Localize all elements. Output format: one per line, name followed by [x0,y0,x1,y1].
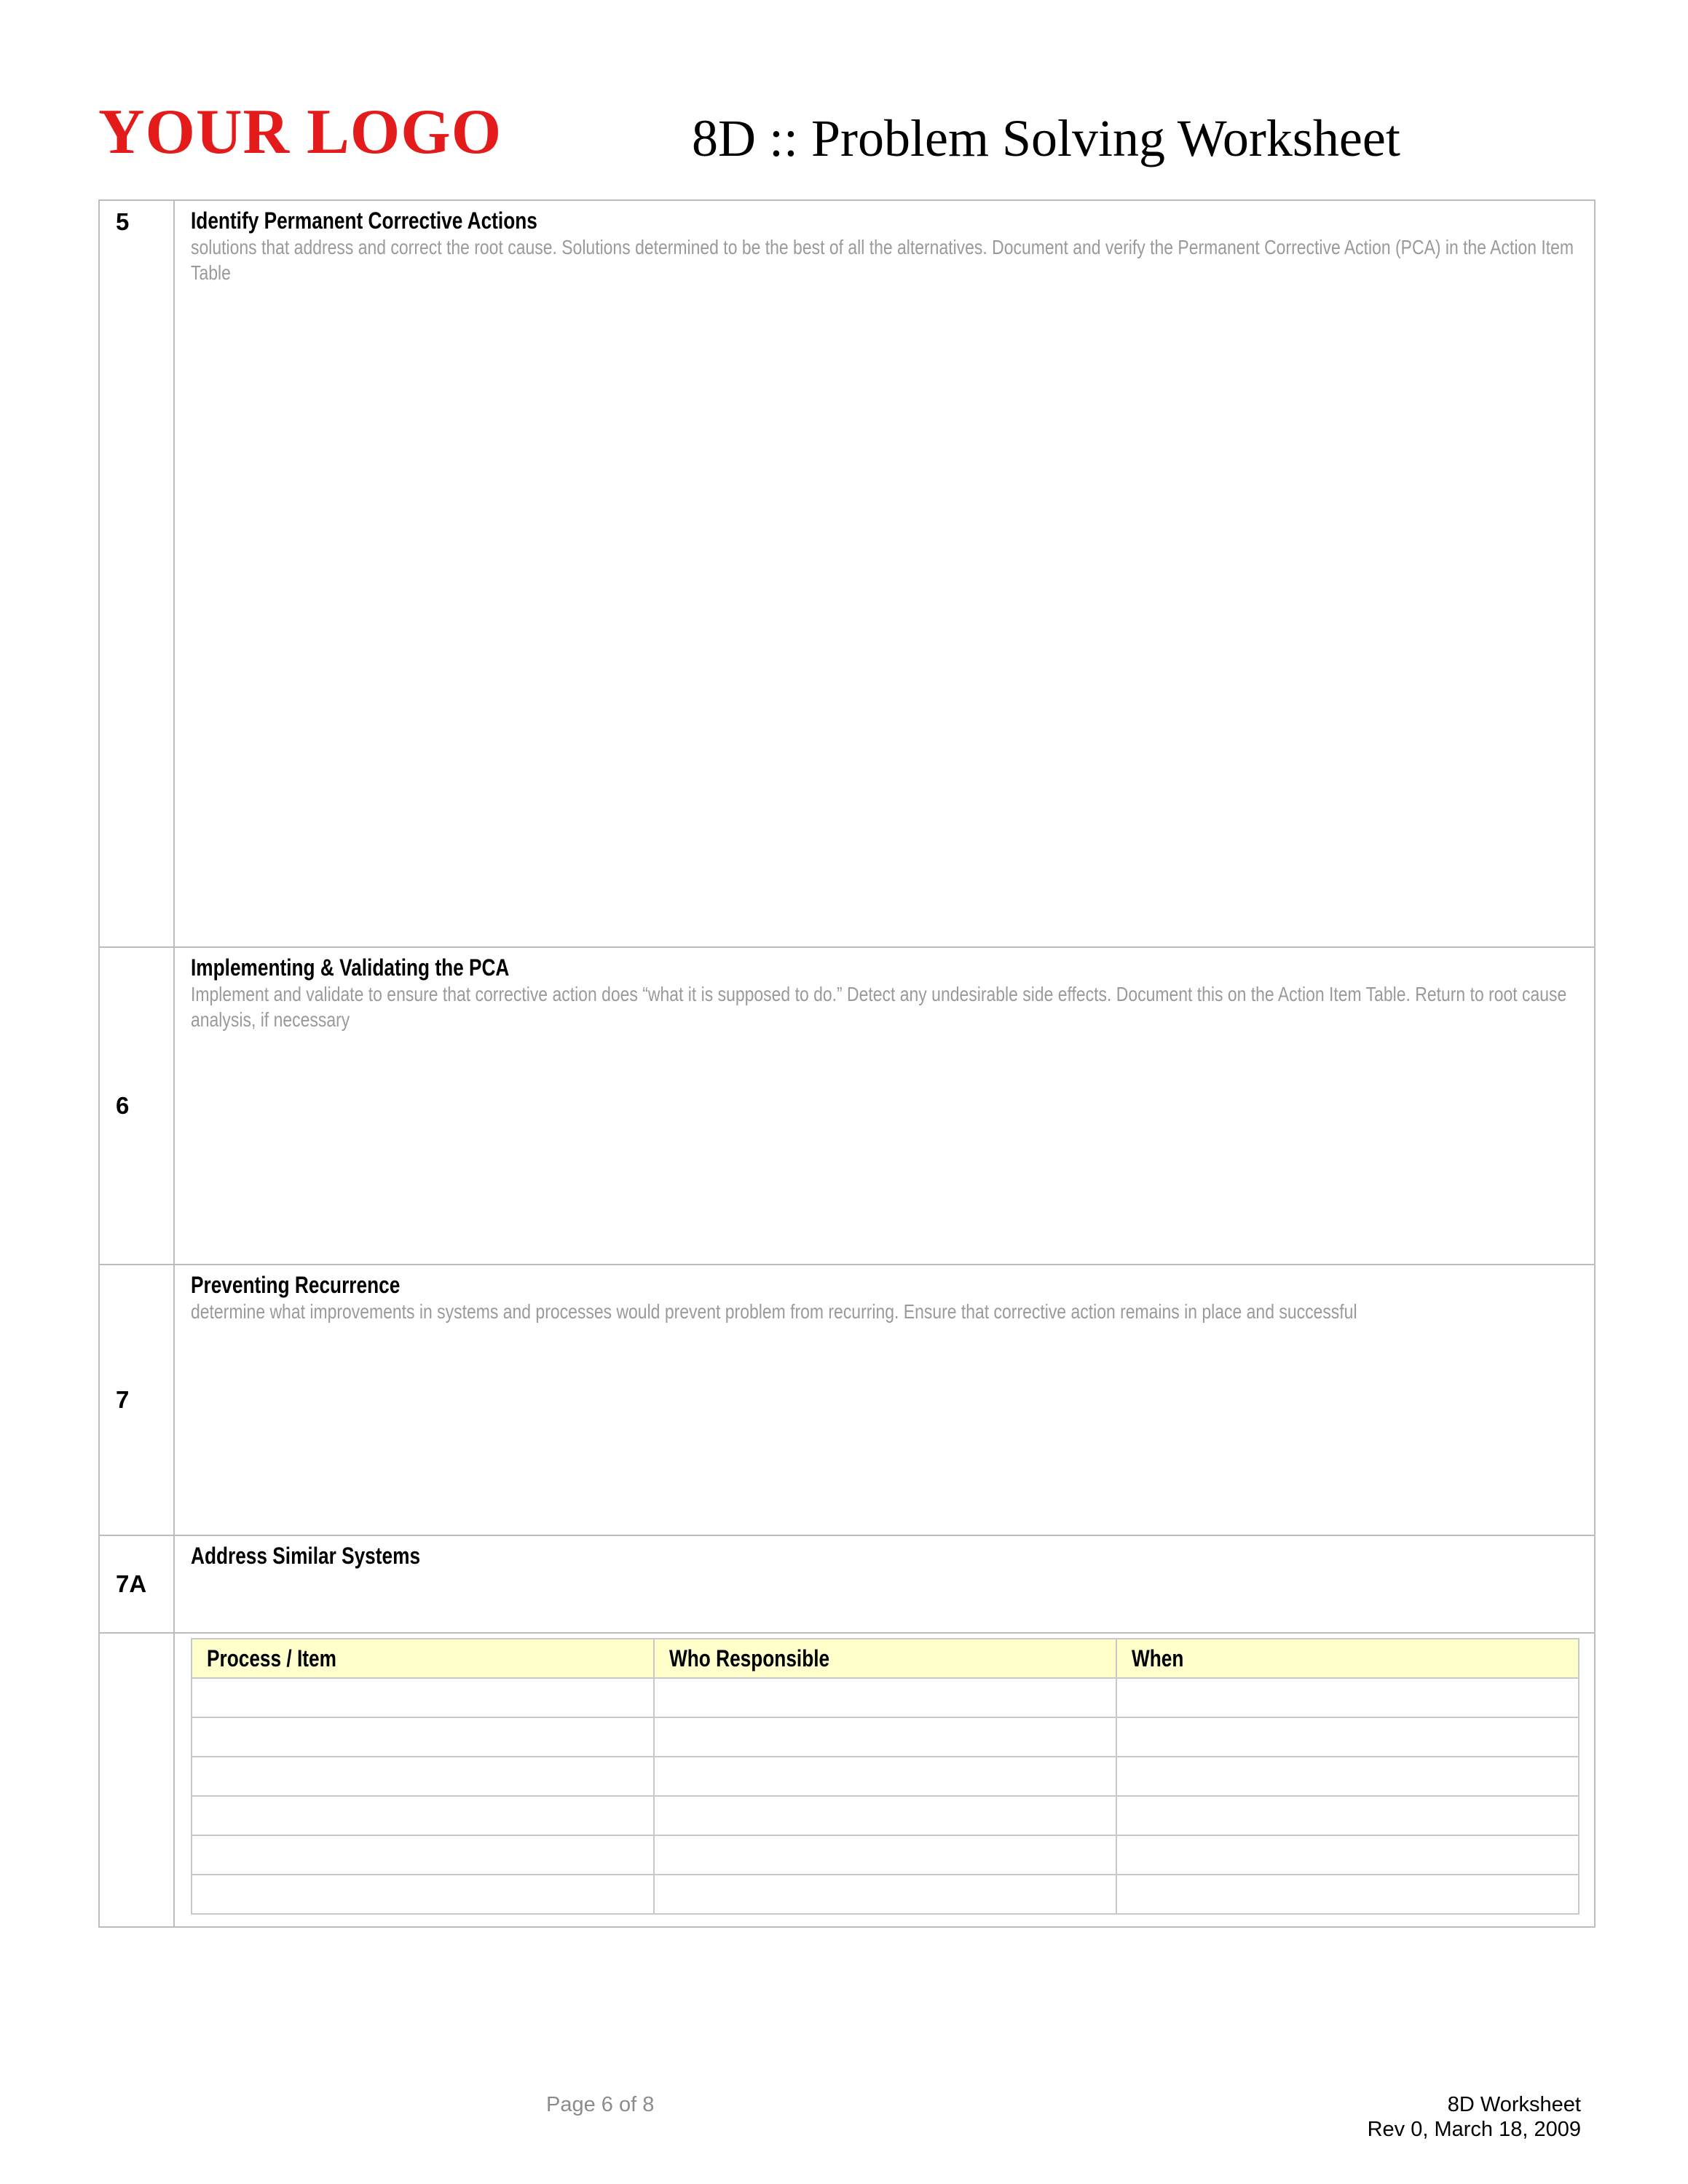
section-title: Implementing & Validating the PCA [191,954,510,981]
table-row [192,1678,1579,1717]
table-cell[interactable] [654,1757,1116,1796]
table-cell[interactable] [654,1717,1116,1757]
action-table-row [99,1633,1595,1927]
column-header-when: When [1116,1639,1579,1678]
section-number: 7A [99,1535,174,1633]
table-cell[interactable] [1116,1875,1579,1914]
table-cell[interactable] [192,1796,654,1835]
section-number: 7 [99,1265,174,1535]
column-header-process-item: Process / Item [192,1639,654,1678]
table-cell[interactable] [192,1835,654,1875]
section-body[interactable] [174,200,1595,947]
empty-number-cell [99,1633,174,1927]
page-title: 8D :: Problem Solving Worksheet [692,109,1400,167]
document-revision: Rev 0, March 18, 2009 [1367,2118,1581,2141]
table-cell[interactable] [1116,1717,1579,1757]
section-description: determine what improvements in systems and processes would prevent problem from recurring. Ensure that corrective action remains in place and successful [191,1300,1357,1323]
document-info [1368,2092,1581,2142]
column-header-who-responsible: Who Responsible [654,1639,1116,1678]
section-row [99,947,1595,1265]
table-cell[interactable] [192,1875,654,1914]
table-cell[interactable] [654,1835,1116,1875]
table-cell[interactable] [654,1678,1116,1717]
table-cell[interactable] [1116,1757,1579,1796]
table-cell[interactable] [192,1717,654,1757]
section-title: Identify Permanent Corrective Actions [191,207,537,234]
section-body[interactable] [174,1265,1595,1535]
section-row [99,200,1595,947]
section-description: Implement and validate to ensure that corrective action does “what it is supposed to do.” Detect any undesirable side effects. Document this on the Action Item Table. Return to root cause analysis, if necessary [191,983,1567,1031]
section-row [99,1535,1595,1633]
table-row [192,1717,1579,1757]
action-item-table [191,1638,1579,1915]
table-cell[interactable] [654,1875,1116,1914]
table-row [192,1757,1579,1796]
table-cell[interactable] [654,1796,1116,1835]
table-cell[interactable] [1116,1835,1579,1875]
table-row [192,1796,1579,1835]
section-title: Preventing Recurrence [191,1272,401,1298]
section-body[interactable] [174,1535,1595,1633]
action-table-container [174,1633,1595,1927]
table-cell[interactable] [1116,1796,1579,1835]
page-number: Page 6 of 8 [546,2093,655,2116]
document-name: 8D Worksheet [1447,2093,1581,2116]
section-body[interactable] [174,947,1595,1265]
table-row [192,1835,1579,1875]
table-cell[interactable] [192,1678,654,1717]
logo: YOUR LOGO [98,97,502,167]
table-cell[interactable] [1116,1678,1579,1717]
section-description: solutions that address and correct the root cause. Solutions determined to be the best of all the alternatives. Document and verify the Permanent Corrective Action (PCA) in the Action Item Table [191,236,1574,284]
section-number: 5 [99,200,174,947]
table-row [192,1875,1579,1914]
section-row [99,1265,1595,1535]
section-number: 6 [99,947,174,1265]
worksheet-table [98,199,1596,1928]
table-cell[interactable] [192,1757,654,1796]
section-title: Address Similar Systems [191,1543,421,1569]
